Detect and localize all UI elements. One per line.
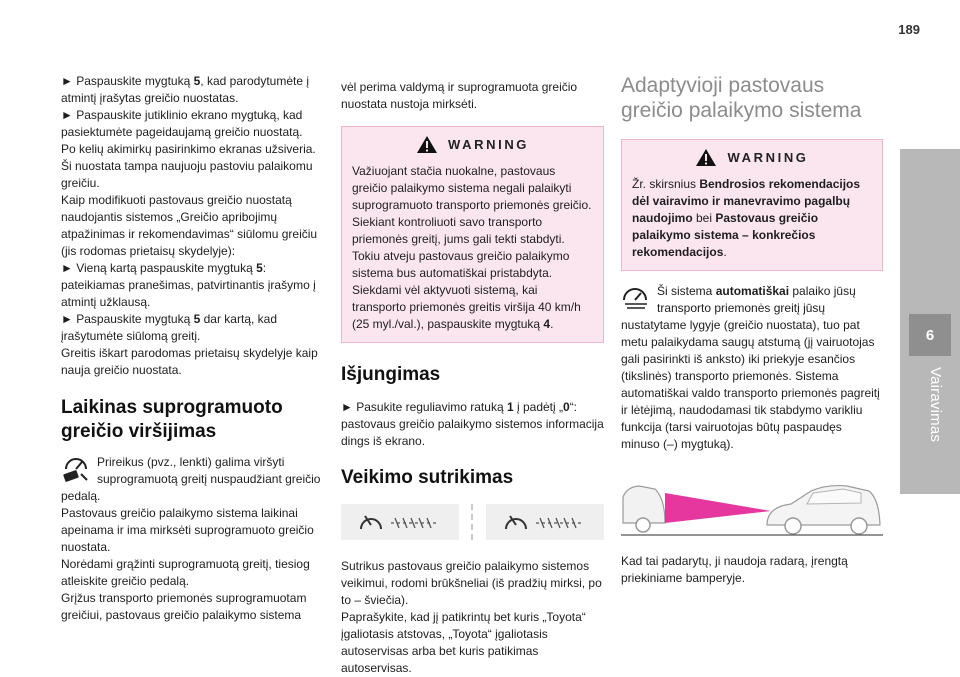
- section-title: Adaptyvioji pastovaus greičio palaikymo sistema: [621, 74, 862, 122]
- divider: [471, 504, 474, 540]
- section-heading: Išjungimas: [341, 364, 441, 385]
- column-3: [621, 73, 883, 587]
- paragraph: Grįžus transporto priemonės suprogramuotam greičiui, pastovaus greičio palaikymo sistema: [61, 591, 307, 622]
- chapter-tab: [900, 149, 960, 494]
- warning-triangle-icon: [695, 148, 717, 167]
- warning-triangle-icon: [416, 135, 438, 154]
- warning-box: [341, 126, 604, 343]
- paragraph: ► Paspauskite mygtuką 5, kad parodytumėte į atmintį įrašytas greičio nuostatas.: [61, 74, 310, 105]
- chapter-title: Vairavimas: [927, 367, 944, 443]
- paragraph: Po kelių akimirkų pasirinkimo ekranas užsiveria.: [61, 142, 316, 156]
- icon-paragraph: [61, 454, 324, 505]
- paragraph: Ši nuostata tampa naujuoju pastoviu palaikomu greičiu.: [61, 159, 313, 190]
- warning-text: Siekiant kontroliuoti savo transporto priemonės greitį, jums gali tekti stabdyti. Tokiu atveju pastovaus greičio palaikymo sistema bus automatiškai pristabdyta.: [352, 215, 570, 280]
- warning-box: [621, 139, 883, 271]
- page-number: 189: [898, 22, 920, 37]
- paragraph: Pastovaus greičio palaikymo sistema laikinai apeinama ir ima mirksėti suprogramuoto greičio nuostata.: [61, 506, 314, 554]
- icon-paragraph: [621, 283, 883, 453]
- paragraph: Prireikus (pvz., lenkti) galima viršyti suprogramuotą greitį nuspaudžiant greičio pedalą.: [61, 455, 321, 503]
- cruise-fault-dashes-icon: [341, 504, 459, 540]
- section-heading: Laikinas suprogramuoto greičio viršijimas: [61, 397, 283, 442]
- warning-text: Žr. skirsnius Bendrosios rekomendacijos dėl vairavimo ir manevravimo pagalbų naudojimo bei Pastovaus greičio palaikymo sistema – konkrečios rekomendacijos.: [632, 177, 861, 259]
- warning-title: WARNING: [447, 137, 530, 152]
- fault-images: [341, 504, 604, 540]
- speedometer-pedal-icon: [61, 455, 91, 483]
- warning-header: [352, 135, 593, 154]
- paragraph: Ši sistema automatiškai palaiko jūsų transporto priemonės greitį jūsų nustatytame lygyje (greičio nuostata), tuo pat metu palaikydama saugų atstumą (jį vairuotojas gali pasirinkti iš anksto) iki priekyje esančios (tikslinės) transporto priemonės. Sistema automatiškai valdo transporto priemonės pagreitį ir lėtėjimą, naudodamasi tik stabdymo varikliu funkcija (tarsi vairuotojas būtų paspaudęs minuso (–) mygtuką).: [621, 284, 880, 451]
- paragraph: ► Paspauskite jutiklinio ekrano mygtuką, kad pasiektumėte pageidaujamą greičio nuostatą.: [61, 108, 303, 139]
- warning-title: WARNING: [727, 150, 809, 165]
- paragraph: ► Vieną kartą paspauskite mygtuką 5: pateikiamas pranešimas, patvirtinantis įrašymo į atmintį užklausą.: [61, 261, 316, 309]
- cruise-fault-dashes-icon: [486, 504, 604, 540]
- paragraph: vėl perima valdymą ir suprogramuota greičio nuostata nustoja mirksėti.: [341, 80, 578, 111]
- paragraph: Norėdami grąžinti suprogramuotą greitį, tiesiog atleiskite greičio pedalą.: [61, 557, 310, 588]
- paragraph: ► Pasukite reguliavimo ratuką 1 į padėtį „0“: pastovaus greičio palaikymo sistemos informacija dings iš ekrano.: [341, 400, 604, 448]
- paragraph: Kad tai padarytų, ji naudoja radarą, įrengtą priekiniame bamperyje.: [621, 554, 848, 585]
- column-1: [61, 73, 324, 624]
- paragraph: Sutrikus pastovaus greičio palaikymo sistemos veikimui, rodomi brūkšneliai (iš pradžių mirksi, po to – šviečia).: [341, 559, 602, 607]
- paragraph: ► Paspauskite mygtuką 5 dar kartą, kad įrašytumėte siūlomą greitį.: [61, 312, 278, 343]
- warning-header: [632, 148, 872, 167]
- column-2: [341, 79, 604, 677]
- paragraph: Paprašykite, kad jį patikrintų bet kuris „Toyota“ įgaliotasis atstovas, „Toyota“ įgaliotasis autoservisas arba bet kuris patikimas autoservisas.: [341, 610, 586, 675]
- paragraph: Kaip modifikuoti pastovaus greičio nuostatą naudojantis sistemos „Greičio apribojimų atpažinimas ir rekomendavimas“ siūlomu greičiu (jis rodomas prietaisų skydelyje):: [61, 193, 318, 258]
- chapter-number: 6: [909, 314, 951, 356]
- warning-text: Važiuojant stačia nuokalne, pastovaus greičio palaikymo sistema negali palaikyti suprogramuoto transporto priemonės greičio.: [352, 164, 592, 212]
- paragraph: Greitis iškart parodomas prietaisų skydelyje kaip nauja greičio nuostata.: [61, 346, 318, 377]
- radar-car-illustration: [621, 471, 883, 539]
- warning-text: Siekdami vėl aktyvuoti sistemą, kai transporto priemonės greitis viršija 40 km/h (25 myl./val.), paspauskite mygtuką 4.: [352, 283, 581, 331]
- adaptive-cruise-icon: [621, 284, 651, 312]
- section-heading: Veikimo sutrikimas: [341, 467, 514, 488]
